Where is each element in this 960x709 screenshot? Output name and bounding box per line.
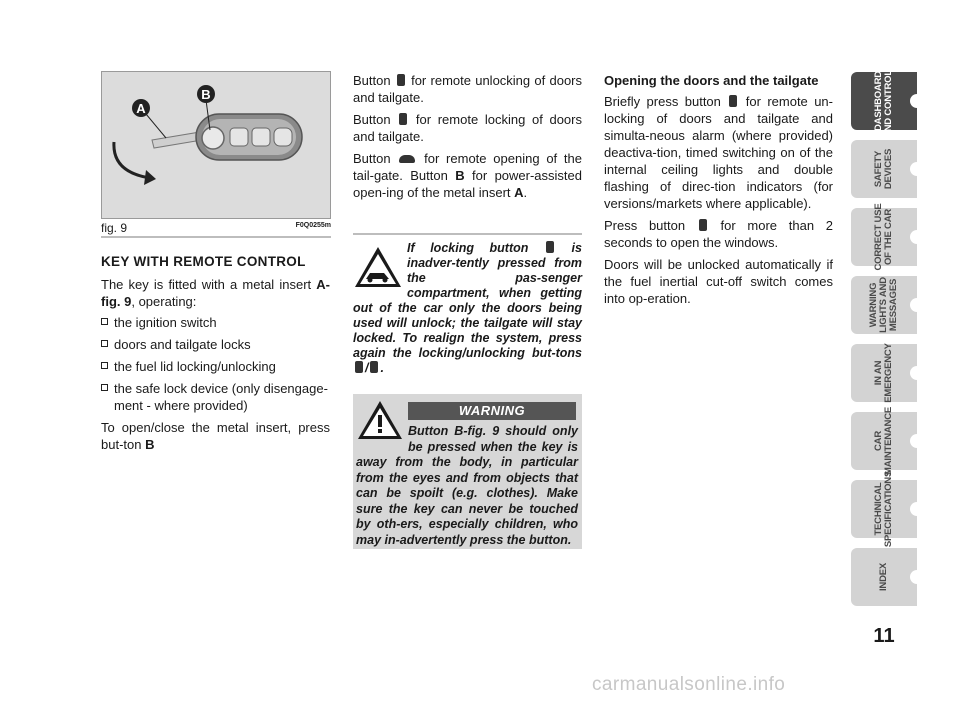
lock-icon (546, 241, 554, 253)
lock-icon (399, 113, 407, 125)
outro-paragraph: To open/close the metal insert, press but-ton B (101, 420, 330, 452)
tab-correct-use[interactable]: CORRECT USE OF THE CAR (851, 208, 917, 266)
paragraph-brief-press: Briefly press button for remote un-locking of doors and tailgate and simulta-neous alarm (where provided) deactiva-tion, timed switching on of the internal ceiling lights and double flashing of direc-tion indicators (for versions/markets where applicable). (604, 94, 833, 211)
intro-paragraph: The key is fitted with a metal insert A-fig. 9, operating: (101, 277, 330, 309)
watermark: carmanualsonline.info (592, 674, 786, 695)
page-number: 11 (873, 625, 895, 647)
column-middle (353, 72, 582, 206)
unlock-icon (370, 361, 378, 373)
divider (101, 236, 331, 238)
warning-box (353, 394, 582, 549)
key-illustration (102, 72, 330, 218)
tab-safety-devices[interactable]: SAFETY DEVICES (851, 140, 917, 198)
unlock-icon (699, 219, 707, 231)
figure-code: F0Q0255m (295, 222, 331, 229)
figure-caption (101, 221, 331, 235)
tab-dashboard-and-controls[interactable]: DASHBOARD AND CONTROLS (851, 72, 917, 130)
tab-technical-specifications[interactable]: TECHNICAL SPECIFICATIONS (851, 480, 917, 538)
figure-number: fig. 9 (101, 221, 128, 235)
label-a: A (136, 101, 146, 116)
paragraph-tailgate: Button for remote opening of the tail-gate. Button B for power-assisted open-ing of the metal insert A. (353, 151, 583, 200)
paragraph-lock: Button for remote locking of doors and tailgate. (353, 112, 582, 144)
tab-car-maintenance[interactable]: CAR MAINTENANCE (851, 412, 917, 470)
list-item: the fuel lid locking/unlocking (101, 358, 330, 375)
paragraph-auto-unlock: Doors will be unlocked automatically if the fuel inertial cut-off switch comes into op-eration. (604, 257, 833, 306)
tab-in-an-emergency[interactable]: IN AN EMERGENCY (851, 344, 917, 402)
note-box (353, 237, 582, 375)
list-item: the ignition switch (101, 314, 330, 331)
list-item: doors and tailgate locks (101, 336, 330, 353)
column-right (604, 72, 833, 312)
column-left (101, 253, 330, 457)
warning-text: Button B-fig. 9 should only be pressed when the key is away from the body, in particular from the eyes and from objects that can be spoilt (e.g. clothes). Make sure the key can never be touched by oth-ers, especially children, who may in-advertently press the button. (356, 424, 578, 547)
list-item: the safe lock device (only disengage-ment - where provided) (101, 380, 330, 414)
subsection-heading: Opening the doors and the tailgate (604, 73, 819, 88)
paragraph-windows: Press button for more than 2 seconds to open the windows. (604, 218, 833, 250)
unlock-icon (397, 74, 405, 86)
function-list (101, 314, 330, 414)
lock-icon (355, 361, 363, 373)
tailgate-icon (399, 155, 415, 163)
key-figure (101, 71, 331, 219)
note-text: If locking button is inadver-tently pressed from the pas-senger compartment, when getting out of the car only the doors being used will unlock; the tailgate will stay locked. To realign the system, press again the locking/unlocking but-tons / . (353, 241, 582, 375)
divider (353, 233, 582, 235)
tab-warning-lights[interactable]: WARNING LIGHTS AND MESSAGES (851, 276, 917, 334)
label-b: B (201, 87, 211, 102)
section-heading: KEY WITH REMOTE CONTROL (101, 254, 306, 269)
paragraph-unlock: Button for remote unlocking of doors and tailgate. (353, 73, 582, 105)
unlock-icon (729, 95, 737, 107)
warning-title: WARNING (408, 402, 576, 420)
tab-index[interactable]: INDEX (851, 548, 917, 606)
